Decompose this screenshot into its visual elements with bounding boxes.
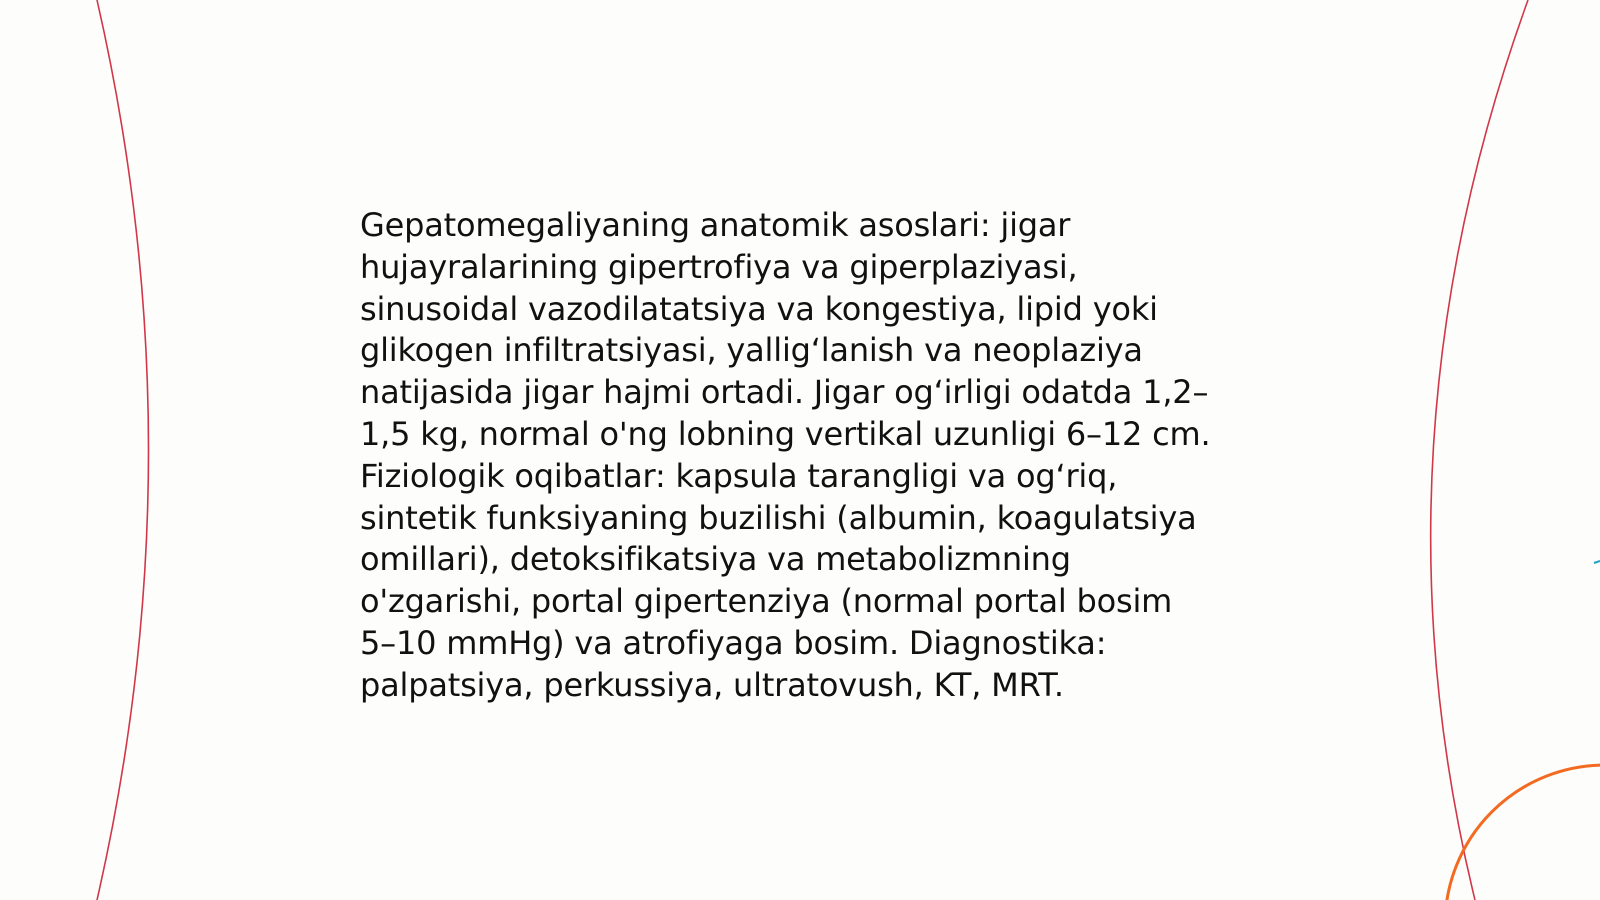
- text-line: 1,5 kg, normal o'ng lobning vertikal uzunligi 6–12 cm.: [360, 414, 1211, 453]
- orange-arc: [1445, 765, 1600, 900]
- text-line: sinusoidal vazodilatatsiya va kongestiya, lipid yoki: [360, 289, 1158, 328]
- slide-body-text: [360, 205, 1240, 707]
- text-line: o'zgarishi, portal gipertenziya (normal portal bosim: [360, 582, 1173, 621]
- text-line: natijasida jigar hajmi ortadi. Jigar og‘irligi odatda 1,2–: [360, 373, 1209, 412]
- right-arc-line: [1431, 0, 1528, 900]
- text-line: palpatsiya, perkussiya, ultratovush, KT, MRT.: [360, 665, 1064, 704]
- text-line: hujayralarining gipertrofiya va giperplaziyasi,: [360, 247, 1078, 286]
- text-line: sintetik funksiyaning buzilishi (albumin, koagulatsiya: [360, 498, 1197, 537]
- text-line: glikogen infiltratsiyasi, yallig‘lanish va neoplaziya: [360, 331, 1143, 370]
- text-line: Fiziologik oqibatlar: kapsula tarangligi va og‘riq,: [360, 456, 1118, 495]
- text-line: omillari), detoksifikatsiya va metabolizmning: [360, 540, 1071, 579]
- left-arc-line: [97, 0, 149, 900]
- text-line: Gepatomegaliyaning anatomik asoslari: jigar: [360, 206, 1071, 244]
- teal-mark: [1594, 561, 1600, 563]
- text-line: 5–10 mmHg) va atrofiyaga bosim. Diagnostika:: [360, 623, 1107, 662]
